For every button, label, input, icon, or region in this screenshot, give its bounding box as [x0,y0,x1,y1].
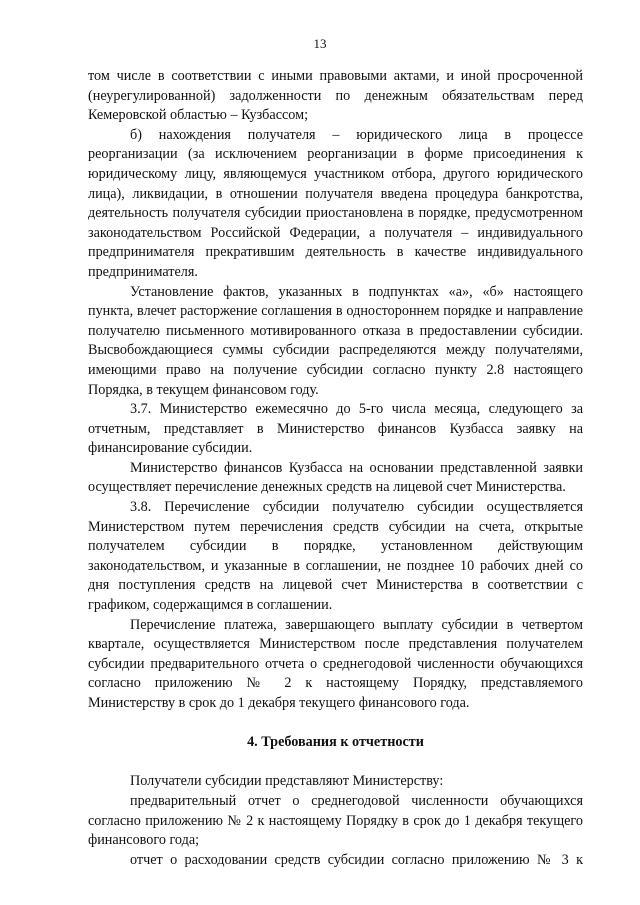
paragraph-facts-consequence: Установление фактов, указанных в подпунктах «а», «б» настоящего пункта, влечет расторжение соглашения в одностороннем порядке и направление получателю письменного мотивированного отказа в предоставлении субсидии. Высвобождающиеся суммы субсидии распределяются между получателями, имеющими право на получение субсидии согласно пункту 2.8 настоящего Порядка, в текущем финансовом году. [88,283,583,398]
paragraph-subclause-b: б) нахождения получателя – юридического лица в процессе реорганизации (за исключением реорганизации в форме присоединения к юридическому лицу, являющемуся участником отбора, другого юридического лица), ликвидации, в отношении получателя введена процедура банкротства, деятельность получателя субсидии приостановлена в порядке, предусмотренном законодательством Российской Федерации, а получателя – индивидуального предпринимателя прекратившим деятельность в качестве индивидуального предпринимателя. [88,126,583,280]
paragraph-3-7: 3.7. Министерство ежемесячно до 5-го числа месяца, следующего за отчетным, представляет в Министерство финансов Кузбасса заявку на финансирование субсидии. [88,401,583,457]
paragraph-3-8: 3.8. Перечисление субсидии получателю субсидии осуществляется Министерством путем перечисления средств субсидии на счета, открытые получателем субсидии в порядке, установленном действующим законодательством, и указанные в соглашении, не позднее 10 рабочих дней со дня поступления средств на лицевой счет Министерства в соответствии с графиком, содержащимся в соглашении. [88,499,583,614]
paragraph-preliminary-report: предварительный отчет о среднегодовой численности обучающихся согласно приложению № 2 к настоящему Порядку в срок до 1 декабря текущего финансового года; [88,792,583,849]
paragraph-final-payment: Перечисление платежа, завершающего выплату субсидии в четвертом квартале, осуществляется Министерством после представления получателем субсидии предварительного отчета о среднегодовой численности обучающихся согласно приложению № 2 к настоящему Порядку, представляемого Министерству в срок до 1 декабря текущего финансового года. [88,616,583,711]
paragraph-expenditure-report: отчет о расходовании средств субсидии согласно приложению № 3 к [130,851,583,868]
paragraph-recipients-submit: Получатели субсидии представляют Министерству: [130,773,444,790]
page-number: 13 [313,36,327,51]
spacer [88,753,583,773]
section-heading: 4. Требования к отчетности [247,734,424,751]
paragraph-finance-ministry-transfer: Министерство финансов Кузбасса на основании представленной заявки осуществляет перечисление денежных средств на лицевой счет Министерства. [88,459,583,496]
spacer [88,714,583,734]
document-body [88,67,583,870]
paragraph-debt-continuation: том числе в соответствии с иными правовыми актами, и иной просроченной (неурегулированной) задолженности по денежным обязательствам перед Кемеровской областью – Кузбассом; [88,68,583,124]
